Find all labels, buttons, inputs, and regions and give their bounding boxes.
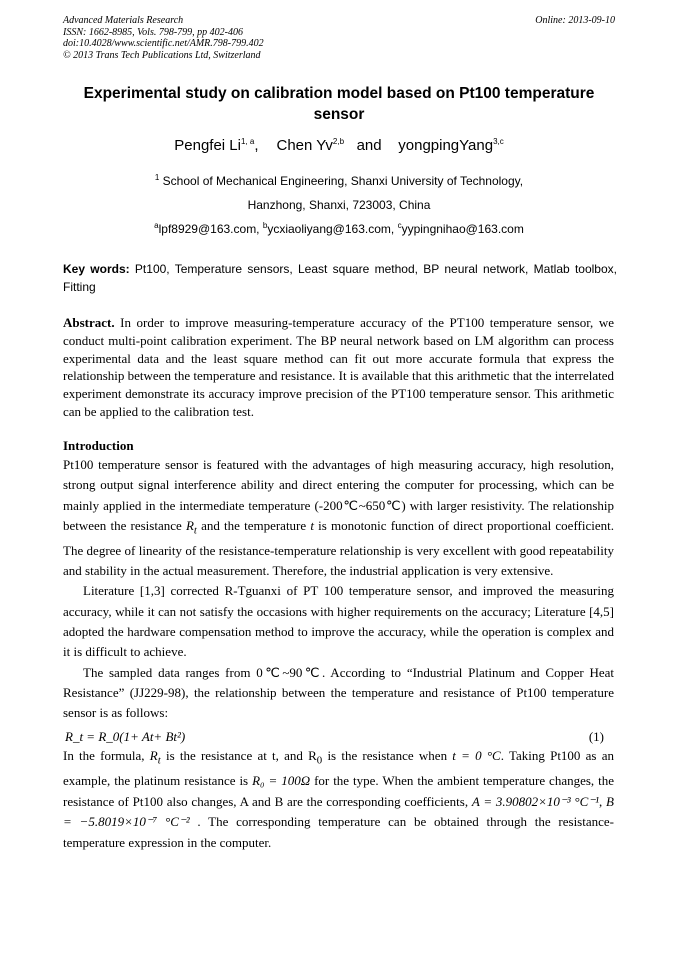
author-affil-mark: 2,b xyxy=(332,137,345,146)
abstract-label: Abstract. xyxy=(63,315,115,330)
math-r0-value: R₀ = 100Ω xyxy=(252,773,311,789)
math-var-r: $R_t$ xyxy=(149,748,161,767)
author-list: Pengfei Li$^{1, a}$, Chen Yv$^{2,b}$ and yongpingYang$^{3,c}$ xyxy=(174,137,504,154)
keywords xyxy=(63,261,617,296)
email-link[interactable]: ycxiaoliyang@163.com, xyxy=(267,222,398,236)
email-link[interactable]: lpf8929@163.com, xyxy=(158,222,263,236)
email-mark: c xyxy=(397,221,402,230)
affiliation-mark: 1 xyxy=(154,173,160,182)
math-var-r: R xyxy=(185,517,194,533)
paragraph: Literature [1,3] corrected R-Tguanxi of PT 100 temperature sensor, and improved the measuring accuracy, while it can not satisfy the occasions with higher requirements on the accuracy; Literature [4,5] adopted the hardware compensation method to improve the accuracy, while the operation is complex and it is difficult to achieve. xyxy=(63,583,614,660)
paragraph: The sampled data ranges from 0℃~90℃. According to “Industrial Platinum and Copper Heat Resistance” (JJ229-98), the relationship between the temperature and resistance of Pt100 temperature sensor is as follows: xyxy=(63,664,614,721)
email-link[interactable]: yypingnihao@163.com xyxy=(401,222,524,236)
affiliation-line-1 xyxy=(63,174,615,189)
math-condition: t = 0 °C xyxy=(452,748,501,763)
email-mark: a xyxy=(154,221,159,230)
post-equation-paragraph xyxy=(63,746,614,853)
paper-title: Experimental study on calibration model based on Pt100 temperature sensor xyxy=(83,85,595,123)
section-heading-introduction: Introduction xyxy=(63,438,134,453)
author-name: Pengfei Li xyxy=(174,137,241,154)
affiliation-text: School of Mechanical Engineering, Shanxi University of Technology, xyxy=(162,174,524,188)
author-conjunction: and xyxy=(356,137,382,154)
keywords-text: Pt100, Temperature sensors, Least square method, BP neural network, Matlab toolbox, Fitting xyxy=(63,262,617,294)
journal-name: Advanced Materials Research xyxy=(63,15,184,26)
math-sub: t xyxy=(193,524,197,537)
author-name: Chen Yv xyxy=(276,137,333,154)
introduction-body xyxy=(63,455,614,723)
abstract xyxy=(63,314,614,421)
journal-doi[interactable]: doi:10.4028/www.scientific.net/AMR.798-799.402 xyxy=(63,38,264,49)
equation-1 xyxy=(63,728,614,746)
journal-header xyxy=(63,15,615,61)
journal-copyright: © 2013 Trans Tech Publications Ltd, Switzerland xyxy=(63,49,261,61)
journal-issn: ISSN: 1662-8985, Vols. 798-799, pp 402-406 xyxy=(63,26,243,38)
affiliation-line-2: Hanzhong, Shanxi, 723003, China xyxy=(247,198,431,212)
math-var-t: t xyxy=(310,517,314,533)
equation-formula: R_t = R_0(1+ At+ Bt²) xyxy=(65,729,186,744)
keywords-label: Key words: xyxy=(63,262,130,276)
abstract-text: In order to improve measuring-temperature accuracy of the PT100 temperature sensor, we conduct multi-point calibration experiment. The BP neural network based on LM algorithm can process experimental data and the least square method can fit out more accurate formula that express the relationship between the temperature and resistance. It is available that this arithmetic that the interrelated experiment demonstrate its accuracy improve precision of the PT100 temperature sensor. This arithmetic can be applied to the calibration test. xyxy=(63,315,614,419)
paragraph: In the formula, $R_t$ is the resistance at t, and $R_0$ is the resistance when t = 0 °C. Taking Pt100 as an example, the platinum resistance is R₀ = 100Ω for the type. When the ambient temperature changes, the resistance of Pt100 also changes, A and B are the corresponding coefficients, A = 3.90802×10⁻³ °C⁻¹, B = −5.8019×10⁻⁷ °C⁻² . The corresponding temperature can be obtained through the resistance-temperature expression in the computer. xyxy=(63,748,615,850)
paragraph: Pt100 temperature sensor is featured with the advantages of high measuring accuracy, high resolution, strong output signal interference ability and direct entering the computer for processing, which can be mainly applied in the intermediate temperature (-200℃~650℃) with larger resistivity. The relationship between the resistance $R_t$ and the temperature t is monotonic function of direct proportional coefficient. The degree of linearity of the resistance-temperature relationship is very excellent with good repeatability and stability in the actual measurement. Therefore, the industrial application is very extensive. xyxy=(63,457,614,579)
math-coef-a: A = 3.90802×10⁻³ °C⁻¹ xyxy=(471,793,600,809)
author-affil-mark: 1, a xyxy=(240,137,255,146)
author-affil-mark: 3,c xyxy=(493,137,504,146)
author-emails xyxy=(63,222,615,237)
math-coef-b: B = −5.8019×10⁻⁷ °C⁻² xyxy=(63,793,614,830)
email-mark: b xyxy=(262,221,268,230)
online-date: Online: 2013-09-10 xyxy=(535,15,615,26)
equation-number: (1) xyxy=(588,729,604,744)
author-name: yongpingYang xyxy=(398,137,494,154)
